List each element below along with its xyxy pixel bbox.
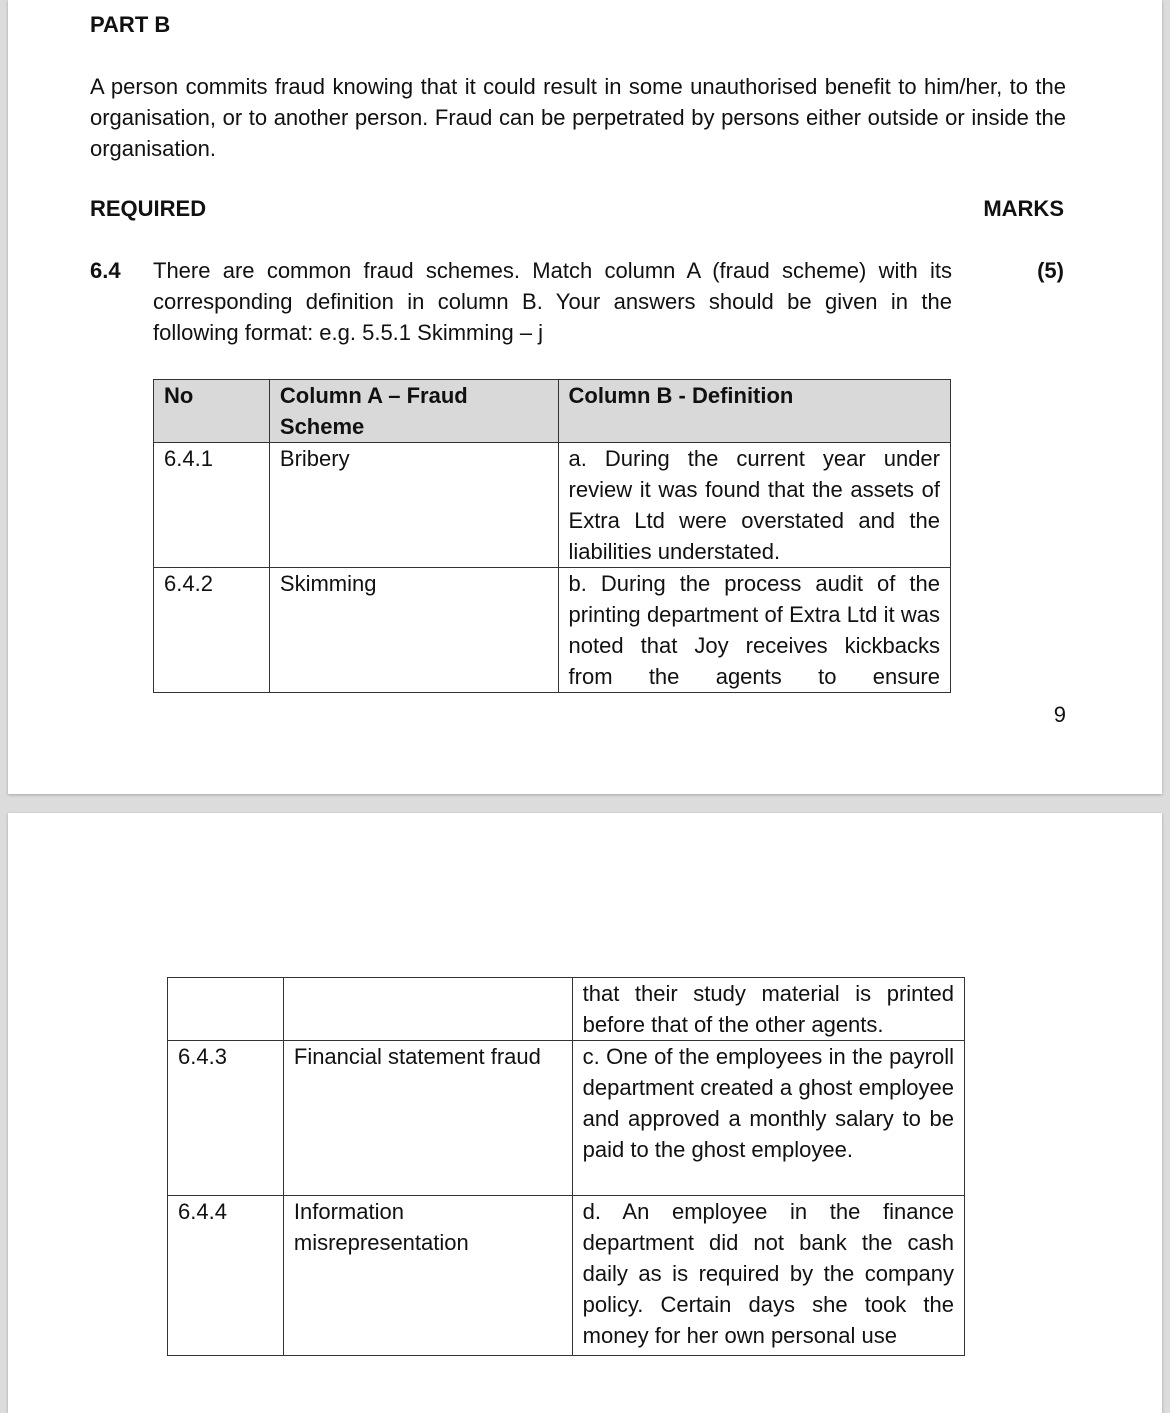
row-definition: that their study material is printed before that of the other agents. bbox=[572, 978, 964, 1041]
question-text: There are common fraud schemes. Match column A (fraud scheme) with its corresponding definition in column B. Your answers should be given in the following format: e.g. 5.5.1 Skimming – j bbox=[153, 258, 952, 345]
fraud-matching-table bbox=[153, 379, 951, 693]
row-no bbox=[168, 978, 284, 1041]
row-definition: b. During the process audit of the printing department of Extra Ltd it was noted that Joy receives kickbacks from the agents to ensure bbox=[558, 568, 950, 693]
table-row bbox=[168, 1041, 965, 1196]
row-scheme: Bribery bbox=[269, 443, 558, 568]
row-no: 6.4.2 bbox=[154, 568, 270, 693]
row-definition: c. One of the employees in the payroll department created a ghost employee and approved a monthly salary to be paid to the ghost employee. bbox=[572, 1041, 964, 1196]
table-row bbox=[168, 978, 965, 1041]
document-page-2 bbox=[8, 813, 1162, 1413]
required-label: REQUIRED bbox=[90, 196, 207, 221]
row-no: 6.4.1 bbox=[154, 443, 270, 568]
marks-label: MARKS bbox=[983, 196, 1064, 221]
header-no: No bbox=[154, 380, 270, 443]
row-scheme: Skimming bbox=[269, 568, 558, 693]
page-number: 9 bbox=[1053, 702, 1066, 727]
table-row bbox=[168, 1196, 965, 1356]
row-no: 6.4.4 bbox=[168, 1196, 284, 1356]
question-marks: (5) bbox=[1037, 258, 1064, 283]
row-definition: d. An employee in the finance department did not bank the cash daily as is required by the company policy. Certain days she took the money for her own personal use bbox=[572, 1196, 964, 1356]
row-scheme: Information misrepresentation bbox=[283, 1196, 572, 1356]
row-definition: a. During the current year under review it was found that the assets of Extra Ltd were overstated and the liabilities understated. bbox=[558, 443, 950, 568]
fraud-matching-table-continued bbox=[167, 977, 965, 1356]
table-row bbox=[154, 568, 951, 693]
header-column-a: Column A – Fraud Scheme bbox=[269, 380, 558, 443]
question-number: 6.4 bbox=[90, 258, 121, 283]
header-column-b: Column B - Definition bbox=[558, 380, 950, 443]
table-row bbox=[154, 443, 951, 568]
document-page-1 bbox=[8, 0, 1162, 794]
section-heading: PART B bbox=[90, 12, 171, 37]
row-no: 6.4.3 bbox=[168, 1041, 284, 1196]
row-scheme bbox=[283, 978, 572, 1041]
intro-paragraph: A person commits fraud knowing that it could result in some unauthorised benefit to him/her, to the organisation, or to another person. Fraud can be perpetrated by persons either outside or inside the organisation. bbox=[90, 74, 1066, 161]
row-scheme: Financial statement fraud bbox=[283, 1041, 572, 1196]
